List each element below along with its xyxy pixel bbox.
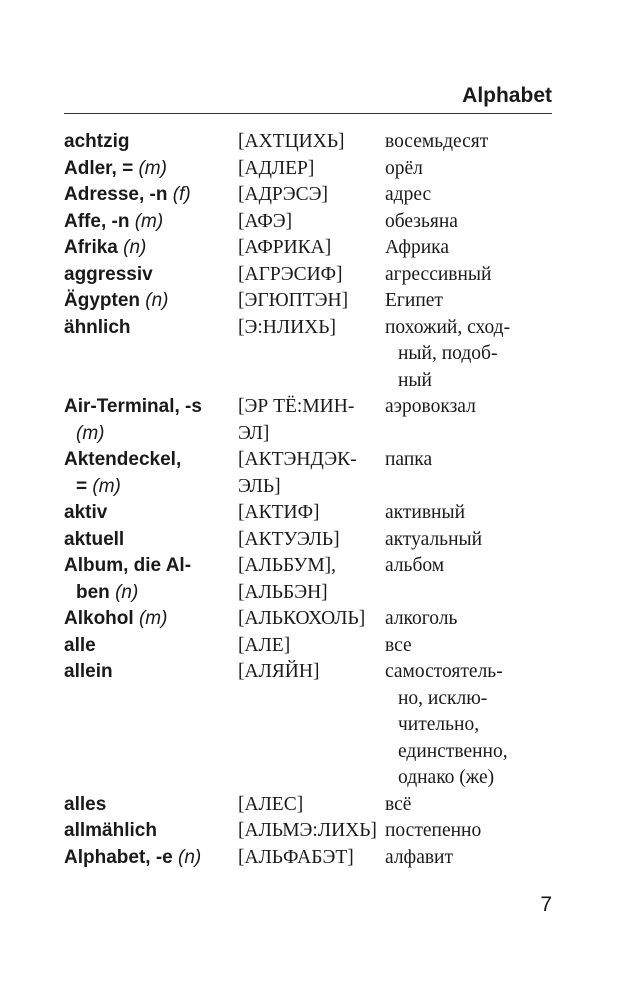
headword: Alphabet, -e bbox=[64, 846, 173, 868]
dictionary-entry bbox=[64, 288, 564, 315]
dictionary-entry bbox=[64, 818, 564, 845]
headword: Alkohol bbox=[64, 608, 134, 629]
headword: Aktendeckel, bbox=[64, 449, 182, 470]
dictionary-entry bbox=[64, 262, 564, 289]
entry-word bbox=[64, 235, 238, 262]
headword: alle bbox=[64, 634, 96, 656]
entry-word bbox=[64, 845, 238, 872]
entry-meaning: альбом bbox=[385, 555, 445, 576]
entry-word bbox=[64, 606, 238, 633]
headword: allmählich bbox=[64, 820, 157, 841]
entry-meaning: активный bbox=[385, 502, 466, 523]
entry-transcription: [АФЭ] bbox=[238, 210, 293, 232]
meaning-line: ный, подоб- bbox=[398, 343, 498, 364]
entry-meaning: аэровокзал bbox=[385, 396, 476, 417]
headword: Adler, = bbox=[64, 157, 134, 179]
entry-word bbox=[64, 315, 238, 395]
entry-word bbox=[64, 818, 238, 845]
dictionary-entry bbox=[64, 633, 564, 660]
entry-transcription: [АДЛЕР] bbox=[238, 157, 315, 179]
entry-meaning: Египет bbox=[385, 290, 443, 311]
entry-transcription: [АФРИКА] bbox=[238, 237, 332, 258]
entry-transcription: [ЭГЮПТЭН] bbox=[238, 290, 349, 311]
dictionary-entry bbox=[64, 845, 564, 872]
grammar-note: (m) bbox=[92, 475, 121, 497]
entry-word bbox=[64, 659, 238, 792]
entry-meaning: Африка bbox=[385, 237, 449, 258]
entry-word bbox=[64, 394, 238, 447]
grammar-note: (n) bbox=[145, 290, 169, 311]
entry-word bbox=[64, 553, 238, 606]
headword: allein bbox=[64, 661, 113, 682]
entry-transcription: [АЛЬФАБЭТ] bbox=[238, 846, 354, 868]
entry-meaning: постепенно bbox=[385, 820, 482, 841]
dictionary-entry bbox=[64, 659, 564, 792]
entry-meaning: алфавит bbox=[385, 846, 454, 868]
entry-word bbox=[64, 209, 238, 236]
meaning-line: самостоятель- bbox=[385, 661, 503, 682]
meaning-line: однако (же) bbox=[398, 767, 495, 788]
entry-transcription: [АДРЭСЭ] bbox=[238, 184, 328, 205]
dictionary-entry bbox=[64, 527, 564, 554]
headword: aggressiv bbox=[64, 263, 153, 285]
headword-continuation: = bbox=[76, 475, 88, 497]
dictionary-entry bbox=[64, 156, 564, 183]
entry-meaning bbox=[385, 315, 564, 395]
page-header-title: Alphabet bbox=[462, 84, 552, 107]
transcription-line: ЭЛЬ] bbox=[238, 475, 281, 497]
grammar-note: (m) bbox=[138, 608, 168, 629]
entry-transcription: [АЛЯЙН] bbox=[238, 661, 320, 682]
entry-meaning: восемьдесят bbox=[385, 131, 489, 152]
entry-transcription bbox=[238, 553, 385, 606]
entry-meaning: всё bbox=[385, 793, 412, 815]
page-number: 7 bbox=[540, 893, 552, 916]
entry-transcription: [АЛЬКОХОЛЬ] bbox=[238, 608, 366, 629]
dictionary-entries bbox=[64, 129, 564, 871]
entry-transcription: [АЛЕ] bbox=[238, 634, 291, 656]
entry-transcription bbox=[238, 447, 385, 500]
header-rule bbox=[64, 113, 552, 114]
dictionary-entry bbox=[64, 129, 564, 156]
dictionary-entry bbox=[64, 235, 564, 262]
dictionary-entry bbox=[64, 500, 564, 527]
headword: alles bbox=[64, 793, 107, 815]
entry-meaning: папка bbox=[385, 449, 433, 470]
entry-transcription bbox=[238, 394, 385, 447]
entry-meaning: актуальный bbox=[385, 528, 483, 550]
entry-word bbox=[64, 129, 238, 156]
meaning-line: единственно, bbox=[398, 740, 508, 762]
headword: Album, die Al- bbox=[64, 555, 192, 576]
dictionary-entry bbox=[64, 606, 564, 633]
headword: aktuell bbox=[64, 528, 125, 550]
entry-transcription: [АКТУЭЛЬ] bbox=[238, 528, 340, 550]
transcription-line: [АЛЬБУМ], bbox=[238, 555, 337, 576]
grammar-note: (n) bbox=[115, 581, 139, 603]
entry-word bbox=[64, 500, 238, 527]
entry-meaning: обезьяна bbox=[385, 210, 458, 232]
dictionary-entry bbox=[64, 315, 564, 395]
dictionary-entry bbox=[64, 792, 564, 819]
grammar-note: (m) bbox=[138, 157, 167, 179]
headword: Ägypten bbox=[64, 290, 140, 311]
grammar-note: (n) bbox=[178, 846, 202, 868]
headword: Affe, -n bbox=[64, 210, 130, 232]
entry-meaning: алкоголь bbox=[385, 608, 458, 629]
meaning-line: ный bbox=[398, 369, 432, 391]
entry-transcription: [АЛЬМЭ:ЛИХЬ] bbox=[238, 820, 377, 841]
entry-word bbox=[64, 182, 238, 209]
entry-word bbox=[64, 156, 238, 183]
transcription-line: [АЛЬБЭН] bbox=[238, 581, 328, 603]
headword-continuation: ben bbox=[76, 581, 110, 603]
grammar-note: (n) bbox=[123, 237, 147, 258]
dictionary-entry bbox=[64, 553, 564, 606]
grammar-note: (m) bbox=[76, 422, 105, 444]
grammar-note: (m) bbox=[134, 210, 164, 232]
headword: Air-Terminal, -s bbox=[64, 396, 202, 417]
headword: Adresse, -n bbox=[64, 184, 168, 205]
entry-meaning: агрессивный bbox=[385, 263, 492, 285]
headword: Afrika bbox=[64, 237, 118, 258]
grammar-note: (f) bbox=[172, 184, 191, 205]
headword: aktiv bbox=[64, 502, 108, 523]
dictionary-entry bbox=[64, 209, 564, 236]
dictionary-entry bbox=[64, 394, 564, 447]
entry-transcription: [АГРЭСИФ] bbox=[238, 263, 343, 285]
dictionary-entry bbox=[64, 182, 564, 209]
meaning-line: чительно, bbox=[398, 714, 480, 735]
entry-word bbox=[64, 527, 238, 554]
meaning-line: похожий, сход- bbox=[385, 316, 511, 338]
entry-meaning: адрес bbox=[385, 184, 432, 205]
meaning-line: но, исклю- bbox=[398, 687, 488, 709]
headword: achtzig bbox=[64, 131, 130, 152]
entry-word bbox=[64, 633, 238, 660]
entry-transcription: [АХТЦИХЬ] bbox=[238, 131, 345, 152]
entry-meaning: все bbox=[385, 634, 412, 656]
entry-word bbox=[64, 792, 238, 819]
dictionary-entry bbox=[64, 447, 564, 500]
headword: ähnlich bbox=[64, 316, 131, 338]
transcription-line: [АКТЭНДЭК- bbox=[238, 449, 357, 470]
entry-word bbox=[64, 447, 238, 500]
transcription-line: [ЭР ТЁ:МИН- bbox=[238, 396, 355, 417]
entry-word bbox=[64, 288, 238, 315]
entry-meaning: орёл bbox=[385, 157, 423, 179]
transcription-line: ЭЛ] bbox=[238, 422, 270, 444]
entry-transcription: [АЛЕС] bbox=[238, 793, 304, 815]
entry-meaning bbox=[385, 659, 564, 792]
entry-transcription: [АКТИФ] bbox=[238, 502, 320, 523]
entry-word bbox=[64, 262, 238, 289]
entry-transcription: [Э:НЛИХЬ] bbox=[238, 316, 336, 338]
